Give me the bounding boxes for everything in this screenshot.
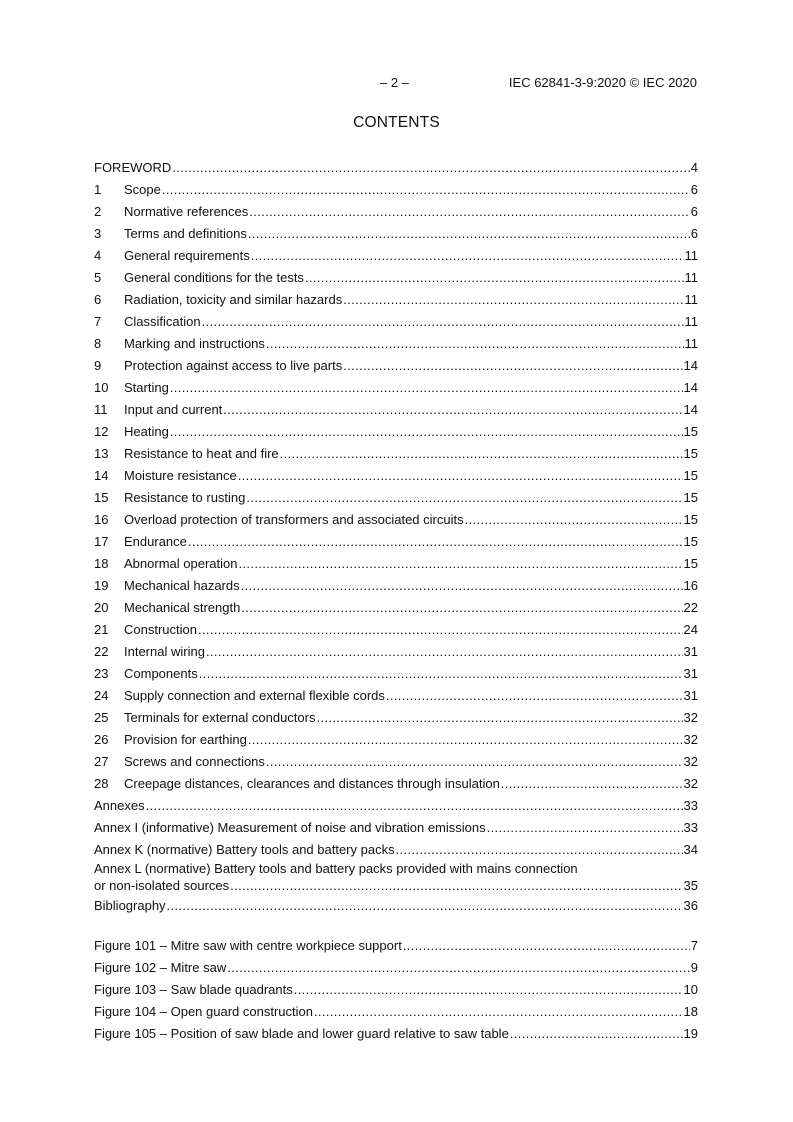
toc-entry-title: Marking and instructions (124, 336, 265, 351)
toc-entry-page: 35 (683, 878, 698, 893)
toc-entry-page: 32 (683, 710, 698, 725)
list-of-figures (94, 935, 698, 1045)
toc-entry-page: 32 (683, 754, 698, 769)
toc-entry[interactable] (94, 597, 698, 619)
figure-entry[interactable] (94, 957, 698, 979)
toc-entry-page: 11 (684, 270, 698, 285)
toc-entry-number: 18 (94, 556, 109, 571)
toc-entry[interactable] (94, 223, 698, 245)
toc-entry-page: 32 (683, 732, 698, 747)
toc-entry-title: Creepage distances, clearances and distances through insulation (124, 776, 500, 791)
toc-entry-title: Terminals for external conductors (124, 710, 316, 725)
toc-entry-number: 2 (94, 204, 102, 219)
toc-entry-title: Resistance to heat and fire (124, 446, 279, 461)
toc-entry-number: 9 (94, 358, 102, 373)
toc-entry-number: 11 (94, 402, 108, 417)
toc-entry-title: Abnormal operation (124, 556, 238, 571)
toc-entry[interactable] (94, 487, 698, 509)
toc-entry-page: 15 (683, 534, 698, 549)
toc-entry[interactable] (94, 399, 698, 421)
toc-entry-page: 31 (683, 688, 698, 703)
toc-entry-title: Annex K (normative) Battery tools and battery packs (94, 842, 395, 857)
toc-entry-number: 28 (94, 776, 109, 791)
dot-leader (248, 223, 690, 245)
toc-entry-title: Heating (124, 424, 169, 439)
figure-entry-title: Figure 105 – Position of saw blade and lower guard relative to saw table (94, 1026, 509, 1041)
dot-leader (246, 487, 682, 509)
toc-entry[interactable] (94, 201, 698, 223)
dot-leader (223, 399, 682, 421)
toc-entry[interactable] (94, 619, 698, 641)
toc-entry[interactable] (94, 531, 698, 553)
toc-entry[interactable] (94, 641, 698, 663)
toc-entry-title: Overload protection of transformers and associated circuits (124, 512, 464, 527)
dot-leader (251, 245, 684, 267)
toc-entry-title: Annex L (normative) Battery tools and battery packs provided with mains connection (94, 861, 578, 876)
toc-entry-page: 11 (684, 248, 698, 263)
figure-entry-page: 18 (683, 1004, 698, 1019)
toc-entry-number: 12 (94, 424, 109, 439)
toc-entry-number: 19 (94, 578, 109, 593)
dot-leader (266, 751, 683, 773)
document-reference: IEC 62841-3-9:2020 © IEC 2020 (508, 75, 697, 90)
dot-leader (343, 289, 683, 311)
toc-entry[interactable] (94, 729, 698, 751)
toc-entry-number: 10 (94, 380, 109, 395)
dot-leader (241, 575, 683, 597)
toc-entry-number: 14 (94, 468, 109, 483)
dot-leader (396, 839, 683, 861)
toc-entry-page: 15 (683, 512, 698, 527)
toc-entry[interactable] (94, 465, 698, 487)
dot-leader (403, 935, 690, 957)
toc-entry-page: 4 (690, 160, 698, 175)
toc-entry-page: 33 (683, 798, 698, 813)
toc-entry-number: 3 (94, 226, 102, 241)
toc-entry[interactable] (94, 895, 698, 917)
dot-leader (487, 817, 683, 839)
toc-entry-title: Bibliography (94, 898, 166, 913)
dot-leader (343, 355, 682, 377)
toc-entry-title: Normative references (124, 204, 249, 219)
dot-leader (202, 311, 684, 333)
toc-entry[interactable] (94, 509, 698, 531)
toc-entry-page: 6 (690, 182, 698, 197)
toc-entry[interactable] (94, 663, 698, 685)
toc-entry-continuation (94, 877, 698, 895)
toc-entry-page: 15 (683, 424, 698, 439)
toc-entry-title: Starting (124, 380, 169, 395)
page-title: CONTENTS (353, 114, 440, 131)
toc-entry-title: Construction (124, 622, 197, 637)
toc-entry-number: 21 (94, 622, 109, 637)
dot-leader (206, 641, 683, 663)
toc-entry-page: 33 (683, 820, 698, 835)
toc-entry[interactable] (94, 377, 698, 399)
toc-entry[interactable] (94, 839, 698, 861)
toc-entry-title: Terms and definitions (124, 226, 247, 241)
toc-entry-title: Provision for earthing (124, 732, 247, 747)
toc-entry[interactable] (94, 267, 698, 289)
figure-entry[interactable] (94, 1001, 698, 1023)
dot-leader (501, 773, 683, 795)
toc-entry-title: Scope (124, 182, 161, 197)
dot-leader (249, 201, 689, 223)
toc-entry-title: Mechanical hazards (124, 578, 240, 593)
toc-entry-number: 23 (94, 666, 109, 681)
toc-entry-page: 32 (683, 776, 698, 791)
figure-entry[interactable] (94, 1023, 698, 1045)
toc-entry[interactable] (94, 333, 698, 355)
dot-leader (188, 531, 683, 553)
figure-entry-page: 10 (683, 982, 698, 997)
toc-entry-page: 6 (690, 226, 698, 241)
figure-entry-title: Figure 102 – Mitre saw (94, 960, 227, 975)
dot-leader (172, 157, 689, 179)
toc-entry-title: Resistance to rusting (124, 490, 246, 505)
dot-leader (162, 179, 690, 201)
figure-entry-page: 19 (683, 1026, 698, 1041)
toc-entry-title: Input and current (124, 402, 223, 417)
toc-entry-title: Radiation, toxicity and similar hazards (124, 292, 343, 307)
toc-entry-number: 16 (94, 512, 109, 527)
toc-entry-page: 11 (684, 336, 698, 351)
toc-entry-title: Screws and connections (124, 754, 265, 769)
dot-leader (294, 979, 683, 1001)
figure-entry-page: 9 (690, 960, 698, 975)
toc-entry-page: 24 (683, 622, 698, 637)
figure-entry-page: 7 (690, 938, 698, 953)
toc-entry-number: 17 (94, 534, 109, 549)
toc-entry-title: Endurance (124, 534, 187, 549)
toc-entry-page: 16 (683, 578, 698, 593)
toc-entry-title: Supply connection and external flexible cords (124, 688, 385, 703)
toc-entry-page: 11 (684, 292, 698, 307)
dot-leader (314, 1001, 683, 1023)
dot-leader (199, 663, 683, 685)
toc-entry[interactable] (94, 707, 698, 729)
toc-entry-page: 15 (683, 490, 698, 505)
toc-entry-page: 14 (683, 358, 698, 373)
dot-leader (170, 377, 683, 399)
toc-entry[interactable] (94, 443, 698, 465)
figure-entry[interactable] (94, 935, 698, 957)
dot-leader (230, 877, 682, 895)
dot-leader (510, 1023, 683, 1045)
toc-entry[interactable] (94, 773, 698, 795)
toc-entry[interactable] (94, 355, 698, 377)
figure-entry-title: Figure 101 – Mitre saw with centre workpiece support (94, 938, 402, 953)
toc-entry-number: 27 (94, 754, 109, 769)
toc-entry-page: 15 (683, 446, 698, 461)
toc-entry-number: 7 (94, 314, 102, 329)
toc-entry[interactable] (94, 421, 698, 443)
toc-entry[interactable] (94, 861, 698, 895)
dot-leader (198, 619, 683, 641)
toc-entry-title: Annexes (94, 798, 145, 813)
toc-entry[interactable] (94, 685, 698, 707)
toc-entry-page: 6 (690, 204, 698, 219)
toc-entry[interactable] (94, 157, 698, 179)
toc-entry[interactable] (94, 553, 698, 575)
dot-leader (465, 509, 683, 531)
toc-entry-page: 11 (684, 314, 698, 329)
toc-entry-title: Components (124, 666, 198, 681)
toc-entry-page: 15 (683, 556, 698, 571)
toc-entry-title: Internal wiring (124, 644, 205, 659)
toc-entry-title: Protection against access to live parts (124, 358, 343, 373)
toc-entry-title: General conditions for the tests (124, 270, 304, 285)
toc-entry-number: 8 (94, 336, 102, 351)
toc-entry[interactable] (94, 751, 698, 773)
toc-entry-page: 36 (683, 898, 698, 913)
toc-entry[interactable] (94, 179, 698, 201)
toc-entry-page: 31 (683, 644, 698, 659)
toc-entry-number: 1 (94, 182, 102, 197)
toc-entry-number: 25 (94, 710, 109, 725)
figure-entry-title: Figure 104 – Open guard construction (94, 1004, 313, 1019)
dot-leader (146, 795, 683, 817)
toc-entry-number: 5 (94, 270, 102, 285)
toc-entry-page: 14 (683, 380, 698, 395)
dot-leader (241, 597, 682, 619)
table-of-contents (94, 157, 698, 917)
dot-leader (167, 895, 683, 917)
toc-entry-number: 24 (94, 688, 109, 703)
dot-leader (266, 333, 684, 355)
dot-leader (238, 553, 682, 575)
toc-entry-page: 34 (683, 842, 698, 857)
page-header (0, 75, 793, 93)
toc-entry-title: Mechanical strength (124, 600, 241, 615)
dot-leader (170, 421, 683, 443)
toc-entry-number: 15 (94, 490, 109, 505)
toc-entry[interactable] (94, 817, 698, 839)
toc-entry-title: Moisture resistance (124, 468, 237, 483)
toc-entry-number: 26 (94, 732, 109, 747)
toc-entry-title: FOREWORD (94, 160, 172, 175)
dot-leader (238, 465, 683, 487)
dot-leader (305, 267, 684, 289)
figure-entry-title: Figure 103 – Saw blade quadrants (94, 982, 293, 997)
toc-entry-title: Annex I (informative) Measurement of noise and vibration emissions (94, 820, 486, 835)
toc-entry-number: 4 (94, 248, 102, 263)
toc-entry[interactable] (94, 289, 698, 311)
page-number: – 2 – (380, 75, 409, 90)
figure-entry[interactable] (94, 979, 698, 1001)
toc-entry[interactable] (94, 311, 698, 333)
toc-entry-page: 22 (683, 600, 698, 615)
dot-leader (227, 957, 690, 979)
toc-entry-number: 13 (94, 446, 109, 461)
toc-entry-page: 31 (683, 666, 698, 681)
toc-entry[interactable] (94, 795, 698, 817)
dot-leader (248, 729, 683, 751)
toc-entry-number: 20 (94, 600, 109, 615)
dot-leader (386, 685, 683, 707)
dot-leader (316, 707, 682, 729)
toc-entry-title-continued: or non-isolated sources (94, 878, 230, 893)
toc-entry-number: 22 (94, 644, 109, 659)
toc-entry[interactable] (94, 245, 698, 267)
toc-entry-page: 14 (683, 402, 698, 417)
toc-entry-title: General requirements (124, 248, 250, 263)
toc-entry-number: 6 (94, 292, 102, 307)
dot-leader (280, 443, 683, 465)
toc-entry-page: 15 (683, 468, 698, 483)
toc-entry[interactable] (94, 575, 698, 597)
toc-entry-title: Classification (124, 314, 201, 329)
